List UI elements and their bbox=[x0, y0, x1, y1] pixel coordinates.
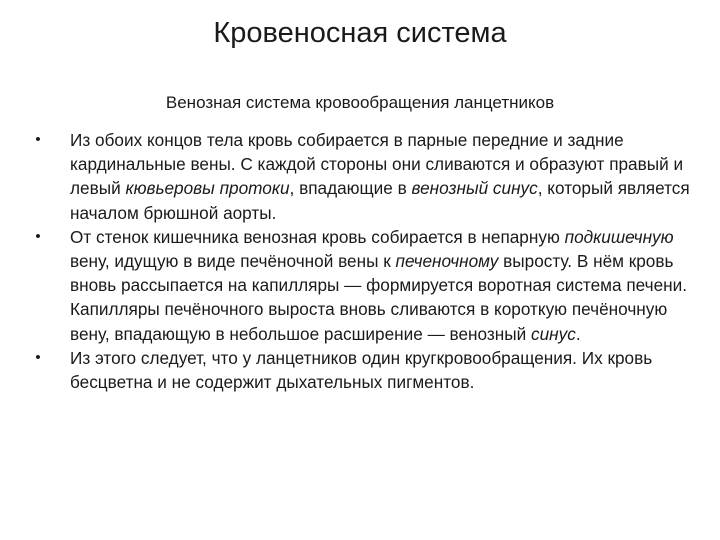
bullet-item-3 bbox=[28, 346, 700, 394]
text-segment: выросту. В нём кровь вновь рассыпается на капилляры — формируется воротная система печени. Капилляры печёночного выроста вновь сливаются в короткую печёночную вену, впадающую в небольшое расширение — венозный bbox=[70, 251, 687, 344]
italic-term-sinus: синус bbox=[531, 323, 576, 344]
text-segment: . bbox=[575, 323, 581, 344]
italic-term-podkishechnaya: подкишечную bbox=[564, 226, 674, 247]
bullet-item-1 bbox=[28, 128, 700, 225]
slide-title: Кровеносная система bbox=[213, 17, 507, 49]
text-segment: Из обоих концов тела кровь собирается в парные передние и задние кардинальные вены. С каждой стороны они сливаются и образуют правый и левый bbox=[70, 130, 684, 199]
bullet-item-2 bbox=[28, 225, 700, 346]
bullet-list bbox=[28, 128, 700, 394]
italic-term-venoznyi-sinus: венозный синус bbox=[411, 178, 538, 199]
bullet-text bbox=[70, 348, 652, 392]
text-segment: , впадающие в bbox=[289, 178, 412, 199]
bullet-marker: • bbox=[35, 227, 41, 245]
text-segment: От стенок кишечника венозная кровь собирается в непарную bbox=[70, 226, 565, 247]
text-segment: вену, идущую в виде печёночной вены к bbox=[70, 251, 396, 272]
bullet-marker: • bbox=[35, 131, 41, 148]
text-segment: , который является началом брюшной аорты. bbox=[70, 178, 690, 223]
bullet-text bbox=[70, 227, 687, 344]
text-segment: Из этого следует, что у ланцетников один кругкровообращения. Их кровь бесцветна и не содержит дыхательных пигментов. bbox=[70, 347, 653, 393]
bullet-text bbox=[70, 130, 690, 223]
bullet-marker: • bbox=[35, 348, 41, 366]
italic-term-kyuvierovy-protoki: кювьеровы протоки bbox=[125, 178, 290, 199]
slide-subtitle: Венозная система кровообращения ланцетников bbox=[165, 93, 555, 112]
italic-term-pechenochnomu: печеночному bbox=[395, 251, 499, 272]
